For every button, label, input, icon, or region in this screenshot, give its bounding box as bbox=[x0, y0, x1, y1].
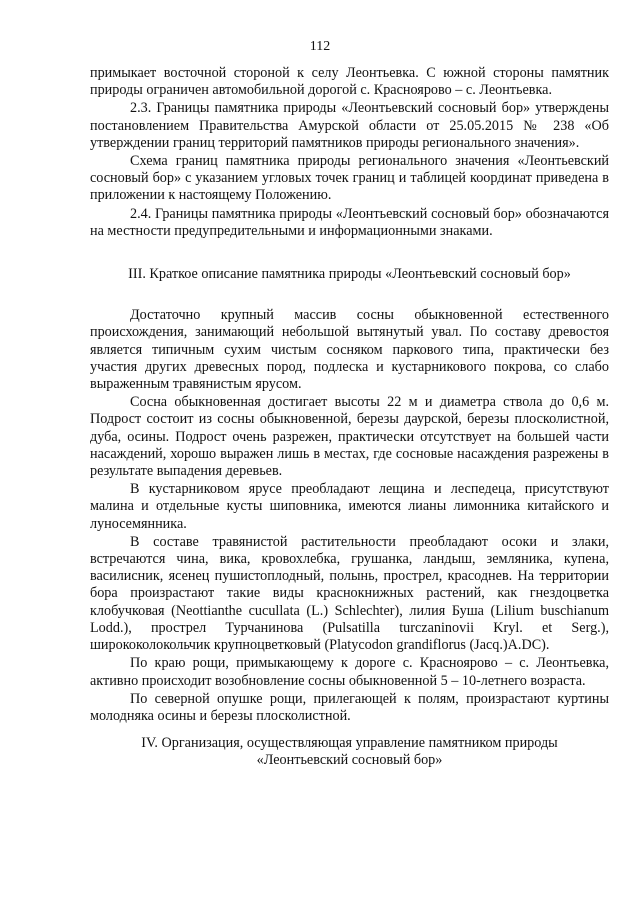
paragraph-2-4: 2.4. Границы памятника природы «Леонтьевский сосновый бор» обозначаются на местности предупредительными и информационными знаками. bbox=[90, 205, 609, 239]
paragraph-continuation: примыкает восточной стороной к селу Леонтьевка. С южной стороны памятник природы ограничен автомобильной дорогой с. Красноярово – с. Леонтьевка. bbox=[90, 65, 609, 99]
section-3-paragraph: Достаточно крупный массив сосны обыкновенной естественного происхождения, занимающий небольшой вытянутый увал. По составу древостоя является типичным сухим чистым сосняком паркового типа, практически без участия других древесных пород, подлеска и кустарникового покрова, со слабо выраженным травянистым ярусом. bbox=[90, 307, 609, 393]
section-3-paragraph: В кустарниковом ярусе преобладают лещина и леспедеца, присутствуют малина и отдельные кусты шиповника, имеются лианы лимонника китайского и луносемянника. bbox=[90, 481, 609, 532]
paragraph-2-3: 2.3. Границы памятника природы «Леонтьевский сосновый бор» утверждены постановлением Правительства Амурской области от 25.05.2015 № 238 «Об утверждении границ территорий памятников природы регионального значения». bbox=[90, 100, 609, 151]
section-4-heading bbox=[90, 735, 609, 769]
section-3-paragraph: Сосна обыкновенная достигает высоты 22 м и диаметра ствола до 0,6 м. Подрост состоит из сосны обыкновенной, березы даурской, березы плосколистной, дуба, осины. Подрост очень разрежен, практически отсутствует на большей части насаждений, хорошо выражен лишь в местах, где сосновые насаждения разрежены в результате выпадения деревьев. bbox=[90, 394, 609, 480]
section-4-heading-line-1: IV. Организация, осуществляющая управление памятником природы bbox=[141, 735, 558, 752]
section-3-paragraph: По северной опушке рощи, прилегающей к полям, произрастают куртины молодняка осины и березы плосколистной. bbox=[90, 690, 609, 724]
document-body bbox=[90, 65, 609, 770]
paragraph-scheme: Схема границ памятника природы регионального значения «Леонтьевский сосновый бор» с указанием угловых точек границ и таблицей координат приведена в приложении к настоящему Положению. bbox=[90, 153, 609, 204]
page-number: 112 bbox=[309, 39, 331, 54]
section-3-heading: III. Краткое описание памятника природы «Леонтьевский сосновый бор» bbox=[128, 266, 571, 283]
section-3-paragraph: По краю рощи, примыкающему к дороге с. Красноярово – с. Леонтьевка, активно происходит возобновление сосны обыкновенной 5 – 10-летнего возраста. bbox=[90, 655, 609, 689]
section-3-paragraph: В составе травянистой растительности преобладают осоки и злаки, встречаются чина, вика, кровохлебка, грушанка, ландыш, земляника, купена, василисник, ясенец пушистоплодный, полынь, прострел, красоднев. На территории бора произрастают такие виды краснокнижных растений, как гнездоцветка клобучковая (Neottianthe cucullata (L.) Schlechter), лилия Буша (Lilium buschianum Lodd.), прострел Турчанинова (Pulsatilla turczaninovii Kryl. et Serg.), ширококолокольчик крупноцветковый (Platycodon grandiflorus (Jacq.)A.DC). bbox=[90, 533, 609, 654]
section-4-heading-line-2: «Леонтьевский сосновый бор» bbox=[256, 752, 443, 769]
